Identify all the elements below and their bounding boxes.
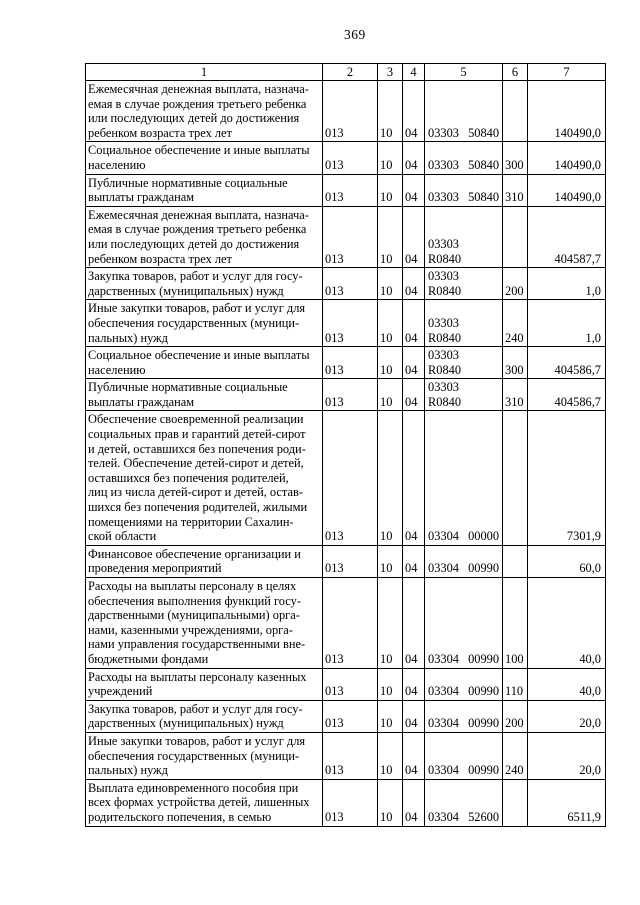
row-expense-type-code-cell [503,411,528,545]
row-name-cell: Публичные нормативные социальные выплаты гражданам [86,379,323,411]
table-row [86,174,606,206]
row-amount-cell: 404586,7 [528,379,606,411]
row-subsection-code-cell: 04 [403,300,425,347]
row-expense-type-code-cell: 200 [503,700,528,732]
row-section-code-cell: 10 [378,578,403,669]
row-section-code-cell: 10 [378,174,403,206]
row-expense-type-code-cell [503,545,528,577]
row-target-article-code-cell: 03304 00990 [425,700,503,732]
row-amount-cell: 6511,9 [528,779,606,826]
row-amount-cell: 20,0 [528,700,606,732]
row-target-article-code-cell: 03304 00990 [425,578,503,669]
table-row [86,732,606,779]
row-target-article-code-cell: 03303 R0840 [425,347,503,379]
row-expense-type-code-cell [503,81,528,142]
row-grbs-code-cell: 013 [323,578,378,669]
row-subsection-code-cell: 04 [403,206,425,267]
row-target-article-code-cell: 03303 R0840 [425,268,503,300]
row-amount-cell: 1,0 [528,268,606,300]
row-target-article-code-cell: 03303 R0840 [425,206,503,267]
table-row [86,142,606,174]
row-subsection-code-cell: 04 [403,700,425,732]
row-target-article-code-cell: 03303 50840 [425,174,503,206]
row-grbs-code-cell: 013 [323,668,378,700]
row-grbs-code-cell: 013 [323,545,378,577]
row-amount-cell: 20,0 [528,732,606,779]
row-expense-type-code-cell: 200 [503,268,528,300]
table-row [86,81,606,142]
row-section-code-cell: 10 [378,347,403,379]
row-name-cell: Ежемесячная денежная выплата, назнача- емая в случае рождения третьего ребенка или последующих детей до достижения ребенком возраста трех лет [86,81,323,142]
row-grbs-code-cell: 013 [323,142,378,174]
row-expense-type-code-cell: 240 [503,732,528,779]
row-target-article-code-cell: 03304 00000 [425,411,503,545]
column-header-2: 2 [323,64,378,81]
row-name-cell: Социальное обеспечение и иные выплаты населению [86,347,323,379]
row-subsection-code-cell: 04 [403,779,425,826]
row-name-cell: Закупка товаров, работ и услуг для госу- дарственных (муниципальных) нужд [86,268,323,300]
row-name-cell: Расходы на выплаты персоналу в целях обеспечения выполнения функций госу- дарственными (муниципальными) орга- нами, казенными учреждениями, орга- нами управления государственными вне- бюджетными фондами [86,578,323,669]
row-grbs-code-cell: 013 [323,411,378,545]
row-target-article-code-cell: 03303 50840 [425,81,503,142]
table-row [86,779,606,826]
row-name-cell: Расходы на выплаты персоналу казенных учреждений [86,668,323,700]
row-section-code-cell: 10 [378,81,403,142]
row-section-code-cell: 10 [378,300,403,347]
row-grbs-code-cell: 013 [323,732,378,779]
row-subsection-code-cell: 04 [403,668,425,700]
column-header-3: 3 [378,64,403,81]
row-amount-cell: 1,0 [528,300,606,347]
table-row [86,268,606,300]
table-row [86,411,606,545]
row-amount-cell: 7301,9 [528,411,606,545]
row-expense-type-code-cell: 310 [503,379,528,411]
row-grbs-code-cell: 013 [323,379,378,411]
row-section-code-cell: 10 [378,268,403,300]
table-body [86,81,606,827]
column-header-7: 7 [528,64,606,81]
table-header-row [86,64,606,81]
row-subsection-code-cell: 04 [403,347,425,379]
row-grbs-code-cell: 013 [323,174,378,206]
row-expense-type-code-cell: 310 [503,174,528,206]
row-expense-type-code-cell: 100 [503,578,528,669]
budget-table [85,63,606,827]
table-row [86,578,606,669]
row-grbs-code-cell: 013 [323,300,378,347]
row-grbs-code-cell: 013 [323,268,378,300]
row-subsection-code-cell: 04 [403,732,425,779]
row-expense-type-code-cell: 300 [503,347,528,379]
row-target-article-code-cell: 03303 R0840 [425,300,503,347]
row-name-cell: Ежемесячная денежная выплата, назнача- емая в случае рождения третьего ребенка или последующих детей до достижения ребенком возраста трех лет [86,206,323,267]
row-expense-type-code-cell: 110 [503,668,528,700]
row-grbs-code-cell: 013 [323,347,378,379]
row-target-article-code-cell: 03304 00990 [425,732,503,779]
row-name-cell: Социальное обеспечение и иные выплаты населению [86,142,323,174]
row-section-code-cell: 10 [378,700,403,732]
row-subsection-code-cell: 04 [403,411,425,545]
column-header-5: 5 [425,64,503,81]
row-expense-type-code-cell: 300 [503,142,528,174]
row-amount-cell: 40,0 [528,578,606,669]
row-section-code-cell: 10 [378,142,403,174]
table-row [86,545,606,577]
row-expense-type-code-cell [503,779,528,826]
row-expense-type-code-cell [503,206,528,267]
row-target-article-code-cell: 03303 R0840 [425,379,503,411]
column-header-6: 6 [503,64,528,81]
row-name-cell: Обеспечение своевременной реализации социальных прав и гарантий детей-сирот и детей, оставшихся без попечения роди- телей. Обеспечение детей-сирот и детей, оставшихся без попечения родителей, лиц из числа детей-сирот и детей, остав- шихся без попечения родителей, жилыми помещениями на территории Сахалин- ской области [86,411,323,545]
row-name-cell: Иные закупки товаров, работ и услуг для обеспечения государственных (муници- пальных) нужд [86,732,323,779]
row-target-article-code-cell: 03304 00990 [425,668,503,700]
table-row [86,379,606,411]
row-name-cell: Иные закупки товаров, работ и услуг для обеспечения государственных (муници- пальных) нужд [86,300,323,347]
table-row [86,700,606,732]
row-grbs-code-cell: 013 [323,700,378,732]
row-subsection-code-cell: 04 [403,81,425,142]
row-amount-cell: 60,0 [528,545,606,577]
row-name-cell: Выплата единовременного пособия при всех формах устройства детей, лишенных родительского попечения, в семью [86,779,323,826]
table-row [86,668,606,700]
table-row [86,347,606,379]
row-expense-type-code-cell: 240 [503,300,528,347]
row-section-code-cell: 10 [378,732,403,779]
row-name-cell: Публичные нормативные социальные выплаты гражданам [86,174,323,206]
row-target-article-code-cell: 03303 50840 [425,142,503,174]
row-section-code-cell: 10 [378,379,403,411]
row-amount-cell: 40,0 [528,668,606,700]
row-name-cell: Закупка товаров, работ и услуг для госу- дарственных (муниципальных) нужд [86,700,323,732]
row-section-code-cell: 10 [378,545,403,577]
row-section-code-cell: 10 [378,668,403,700]
row-section-code-cell: 10 [378,411,403,545]
row-amount-cell: 140490,0 [528,174,606,206]
row-subsection-code-cell: 04 [403,268,425,300]
row-target-article-code-cell: 03304 00990 [425,545,503,577]
row-amount-cell: 140490,0 [528,142,606,174]
row-subsection-code-cell: 04 [403,174,425,206]
row-subsection-code-cell: 04 [403,142,425,174]
row-section-code-cell: 10 [378,206,403,267]
row-subsection-code-cell: 04 [403,545,425,577]
column-header-4: 4 [403,64,425,81]
row-amount-cell: 140490,0 [528,81,606,142]
column-header-1: 1 [86,64,323,81]
table-row [86,206,606,267]
row-amount-cell: 404587,7 [528,206,606,267]
row-subsection-code-cell: 04 [403,578,425,669]
row-subsection-code-cell: 04 [403,379,425,411]
row-target-article-code-cell: 03304 52600 [425,779,503,826]
table-row [86,300,606,347]
page-number: 369 [344,27,366,42]
row-amount-cell: 404586,7 [528,347,606,379]
row-grbs-code-cell: 013 [323,779,378,826]
row-grbs-code-cell: 013 [323,81,378,142]
row-grbs-code-cell: 013 [323,206,378,267]
row-name-cell: Финансовое обеспечение организации и проведения мероприятий [86,545,323,577]
row-section-code-cell: 10 [378,779,403,826]
